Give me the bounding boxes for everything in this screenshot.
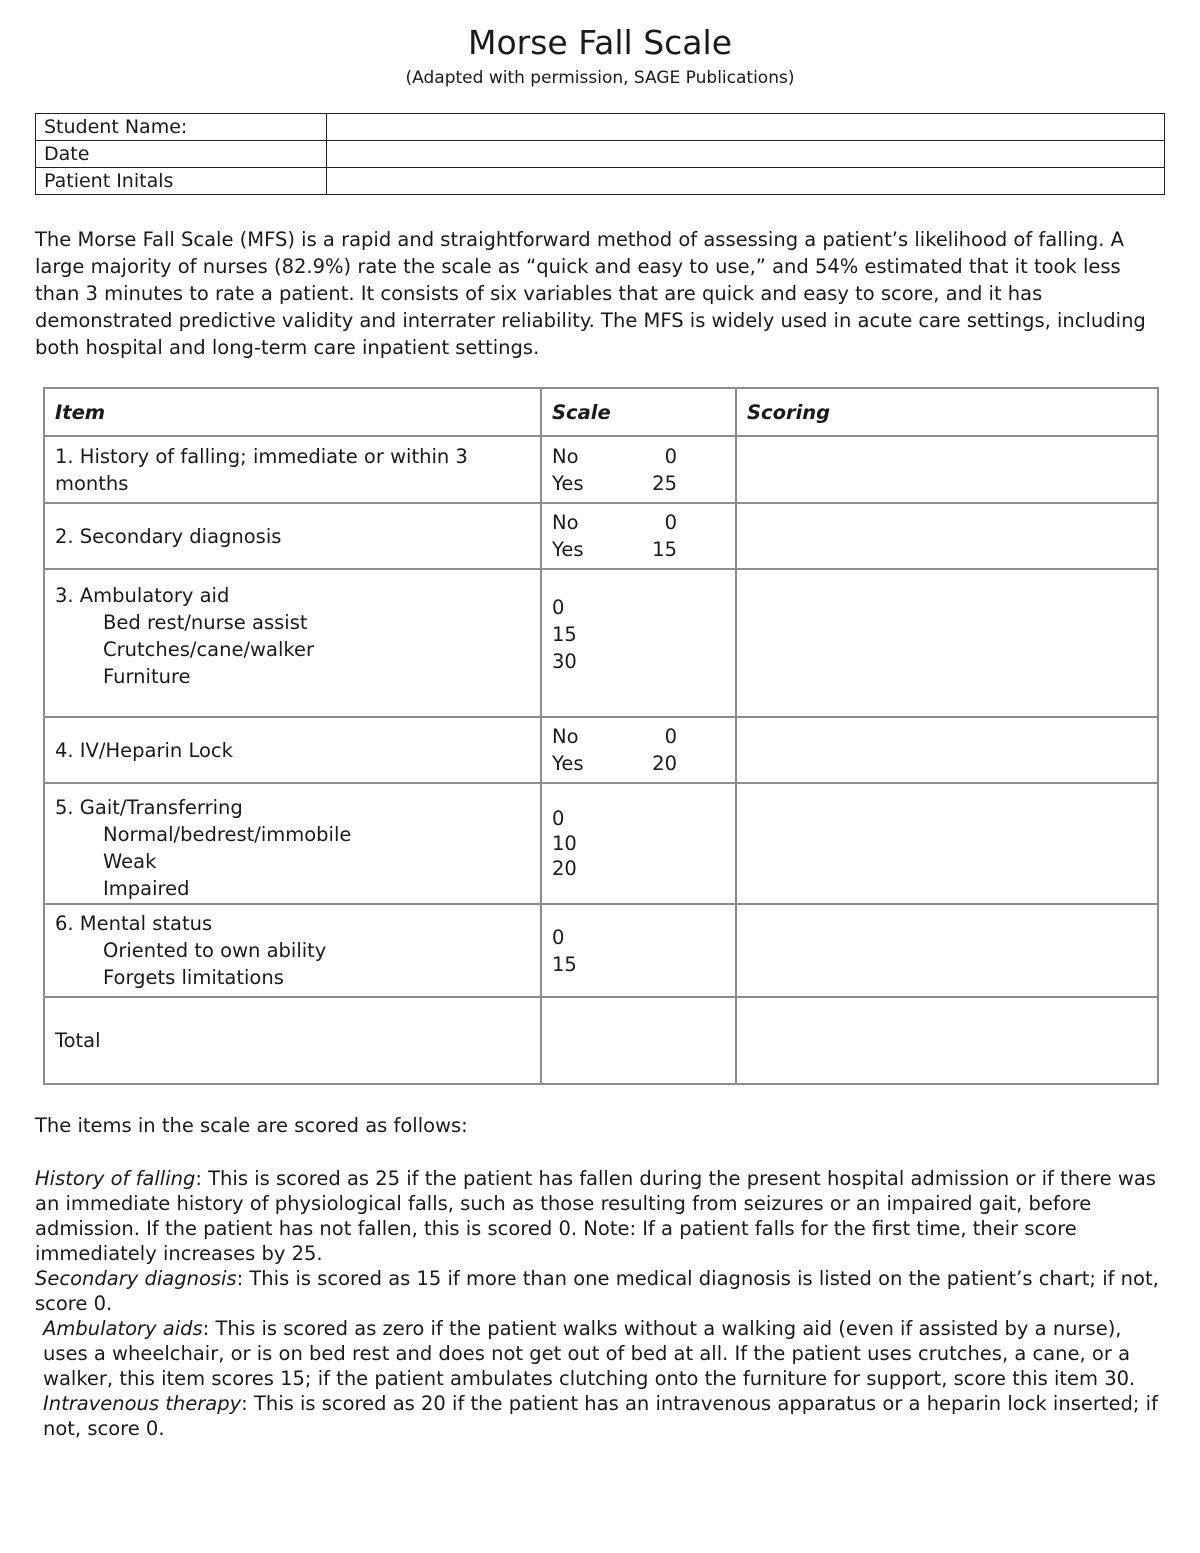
note-term: History of falling (35, 1167, 196, 1190)
note-ambulatory-aids (35, 1316, 1165, 1391)
notes-lead: The items in the scale are scored as follows: (35, 1114, 468, 1137)
scale-value: 15 (552, 952, 577, 976)
sub-item: Normal/bedrest/immobile (103, 822, 352, 846)
item-history-of-falling: 1. History of falling; immediate or within 3 months (44, 436, 541, 503)
intro-paragraph: The Morse Fall Scale (MFS) is a rapid and straightforward method of assessing a patient’s likelihood of falling. A large majority of nurses (82.9%) rate the scale as “quick and easy to use,” and 54% estimated that it took less than 3 minutes to rate a patient. It consists of six variables that are quick and easy to score, and it has demonstrated predictive validity and interrater reliability. The MFS is widely used in acute care settings, including both hospital and long-term care inpatient settings. (35, 228, 1146, 359)
item-title: 6. Mental status (55, 912, 213, 935)
scale-value: 20 (552, 857, 577, 880)
scale-value: 25 (652, 471, 677, 495)
scale-value: 0 (664, 444, 677, 468)
scoring-field[interactable] (736, 783, 1158, 904)
scale-value: 20 (652, 752, 677, 775)
item-secondary-diagnosis: 2. Secondary diagnosis (44, 503, 541, 569)
scale-value: 15 (652, 538, 677, 561)
patient-initials-label: Patient Initals (36, 168, 327, 195)
header-item: Item (44, 388, 541, 436)
scale-label: No (552, 725, 579, 748)
scoring-field[interactable] (736, 717, 1158, 783)
table-row-total (44, 997, 1158, 1084)
note-text: : This is scored as 15 if more than one medical diagnosis is listed on the patient’s chart; if not, score 0. (35, 1267, 1159, 1315)
sub-item: Oriented to own ability (103, 939, 327, 962)
scale-cell (541, 569, 736, 717)
scale-cell (541, 717, 736, 783)
header-scoring: Scoring (736, 388, 1158, 436)
sub-item: Crutches/cane/walker (103, 638, 314, 661)
table-row (44, 904, 1158, 997)
item-mental-status (44, 904, 541, 997)
total-scoring-field[interactable] (736, 997, 1158, 1084)
scale-value: 0 (664, 511, 677, 534)
student-info-table (35, 113, 1165, 195)
scale-cell (541, 904, 736, 997)
table-row (44, 569, 1158, 717)
scale-value: 15 (552, 623, 577, 646)
sub-item: Bed rest/nurse assist (103, 611, 308, 634)
note-term: Intravenous therapy (43, 1392, 242, 1415)
date-field[interactable] (327, 141, 1165, 168)
table-row (44, 436, 1158, 503)
scale-option-no (552, 443, 677, 470)
page-subtitle: (Adapted with permission, SAGE Publications) (405, 68, 795, 88)
table-row (44, 783, 1158, 904)
item-ambulatory-aid (44, 569, 541, 717)
total-label: Total (44, 997, 541, 1084)
note-text: : This is scored as zero if the patient walks without a walking aid (even if assisted by a nurse), uses a wheelchair, or is on bed rest and does not get out of bed at all. If the patient uses crutches, a cane, or a walker, this item scores 15; if the patient ambulates clutching onto the furniture for support, score this item 30. (43, 1317, 1136, 1390)
morse-scale-table (43, 387, 1159, 1085)
item-title: 3. Ambulatory aid (55, 584, 230, 607)
scale-label: Yes (552, 471, 584, 495)
table-header-row (44, 388, 1158, 436)
scoring-notes (35, 1113, 1165, 1441)
note-text: : This is scored as 20 if the patient has an intravenous apparatus or a heparin lock inserted; if not, score 0. (43, 1392, 1158, 1440)
note-history-of-falling (35, 1166, 1165, 1266)
scale-option-no (552, 723, 677, 750)
scale-option-yes (552, 470, 677, 497)
scale-value: 30 (552, 650, 577, 673)
header-scale: Scale (541, 388, 736, 436)
scale-value: 0 (552, 596, 565, 619)
scale-cell (541, 783, 736, 904)
spacer (35, 1138, 1165, 1166)
table-row (44, 503, 1158, 569)
scale-cell (541, 436, 736, 503)
item-iv-heparin-lock: 4. IV/Heparin Lock (44, 717, 541, 783)
info-row-patient-initials (36, 168, 1165, 195)
item-gait-transferring (44, 783, 541, 904)
note-term: Secondary diagnosis (35, 1267, 237, 1290)
scoring-field[interactable] (736, 503, 1158, 569)
note-secondary-diagnosis (35, 1266, 1165, 1316)
scale-cell (541, 503, 736, 569)
scoring-field[interactable] (736, 569, 1158, 717)
sub-item: Forgets limitations (103, 966, 284, 989)
date-label: Date (36, 141, 327, 168)
page-title: Morse Fall Scale (468, 23, 732, 62)
student-name-field[interactable] (327, 114, 1165, 141)
note-intravenous-therapy (35, 1391, 1165, 1441)
patient-initials-field[interactable] (327, 168, 1165, 195)
scale-option-yes (552, 536, 677, 563)
sub-item: Furniture (103, 665, 191, 688)
sub-item: Impaired (103, 876, 190, 900)
total-scale-cell (541, 997, 736, 1084)
scale-label: No (552, 511, 579, 534)
scale-value: 0 (552, 807, 565, 830)
scale-value: 0 (552, 925, 565, 949)
scale-value: 0 (664, 725, 677, 748)
scale-option-yes (552, 750, 677, 777)
scale-label: Yes (552, 752, 584, 775)
info-row-student-name (36, 114, 1165, 141)
scale-value: 10 (552, 832, 577, 855)
scoring-field[interactable] (736, 436, 1158, 503)
scale-label: Yes (552, 538, 584, 561)
scoring-field[interactable] (736, 904, 1158, 997)
table-row (44, 717, 1158, 783)
info-row-date (36, 141, 1165, 168)
sub-item: Weak (103, 849, 157, 873)
note-term: Ambulatory aids (43, 1317, 203, 1340)
scale-option-no (552, 509, 677, 536)
student-name-label: Student Name: (36, 114, 327, 141)
scale-label: No (552, 444, 579, 468)
item-title: 5. Gait/Transferring (55, 795, 243, 819)
note-text: : This is scored as 25 if the patient has fallen during the present hospital admission or if there was an immediate history of physiological falls, such as those resulting from seizures or an impaired gait, before admission. If the patient has not fallen, this is scored 0. Note: If a patient falls for the first time, their score immediately increases by 25. (35, 1167, 1156, 1265)
